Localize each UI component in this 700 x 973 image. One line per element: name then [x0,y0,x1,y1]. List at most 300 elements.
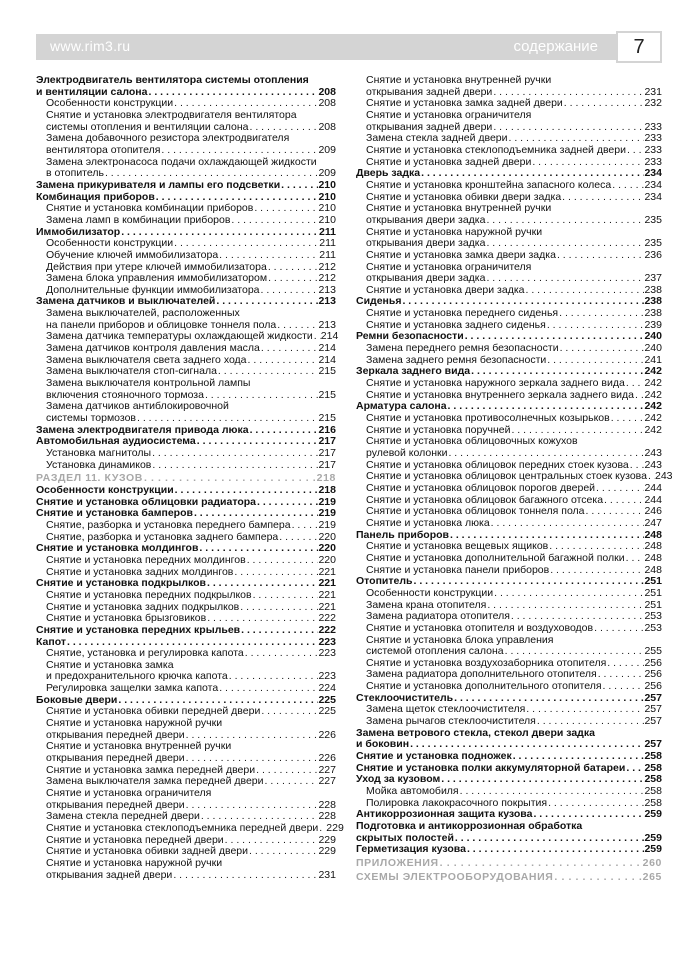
toc-entry-text: Замена добавочного резистора электродвигателя [46,132,290,145]
toc-entry-title: Снятие и установка облицовок центральных стоек кузова [366,470,647,483]
toc-page-number: 233 [644,143,662,156]
toc-entry-title: Уход за кузовом [356,773,441,786]
toc-entry-title: Замена стекла передней двери [46,810,200,823]
toc-page-number: 212 [318,260,336,273]
toc-page-number: 265 [642,870,662,883]
toc-page-number: 222 [318,623,336,636]
toc-page-number: 236 [644,248,662,261]
toc-entry-title: Снятие и установка дополнительного отопителя [366,680,602,693]
dot-leader [556,250,645,262]
toc-chapter-entry [36,75,336,87]
toc-subsection-entry [356,553,662,565]
toc-page-number: 256 [644,656,662,669]
toc-page-number: 227 [318,775,336,788]
toc-subsection-entry [36,378,336,390]
toc-subsection-entry [36,250,336,262]
toc-page-number: 225 [318,705,336,718]
toc-entry-title: Снятие и установка облицовок передних стоек кузова [366,458,629,471]
toc-entry-title: системы отопления и вентиляции салона [46,120,249,133]
toc-entry-title: Снятие и установка замка задней двери [366,97,563,110]
toc-page-number: 248 [644,551,662,564]
toc-entry-title: Комбинация приборов [36,190,155,203]
toc-page-number: 217 [318,458,336,471]
dot-leader [278,532,318,544]
toc-page-number: 225 [318,693,336,706]
toc-entry-title: Снятие и установка панели приборов [366,563,550,576]
toc-entry-title: Снятие и установка передних подкрылков [46,588,252,601]
toc-page-number: 233 [644,120,662,133]
dot-leader [524,285,644,297]
toc-page-number: 220 [318,542,336,555]
toc-page-number: 221 [318,600,336,613]
toc-page-number: 226 [318,752,336,765]
toc-subsection-entry [36,520,336,532]
toc-page-number: 218 [318,483,336,496]
toc-entry-title: Мойка автомобиля [366,785,459,798]
toc-entry-text: Снятие и установка наружной ручки [46,856,223,869]
toc-subsection-entry [356,518,662,530]
dot-leader [610,413,645,425]
toc-entry-title: Снятие и установка двери задка [366,283,525,296]
toc-entry-title: Снятие и установка замка двери задка [366,248,556,261]
toc-entry-title: Особенности конструкции [36,483,174,496]
toc-entry-title: Снятие и установка подножек [356,750,512,763]
site-url: www.rim3.ru [50,38,131,54]
toc-page-number: 213 [318,318,336,331]
dot-leader [233,567,318,579]
toc-entry-title: Замена датчика температуры охлаждающей жидкости [46,330,313,343]
toc-chapter-entry [356,844,662,856]
toc-entry-title: Замена выключателя стоп-сигнала [46,365,217,378]
toc-page-number: 251 [644,586,662,599]
toc-page-number: 259 [644,843,662,856]
dot-leader [249,425,319,437]
toc-entry-title: и вентиляции салона [36,85,148,98]
toc-page-number: 228 [318,810,336,823]
toc-entry-title: Дверь задка [356,167,421,180]
toc-entry-title: Снятие и установка стеклоподъемника задней двери [366,143,626,156]
toc-entry-title: Снятие и установка облицовок багажного отсека [366,493,604,506]
toc-page-number: 242 [644,388,662,401]
toc-entry-title: Снятие и установка передних крыльев [36,623,241,636]
dot-leader [218,683,318,695]
toc-page-number: 238 [644,307,662,320]
dot-leader [625,378,645,390]
toc-subsection-entry [356,448,662,460]
toc-entry-title: Замена щеток стеклоочистителя [366,703,526,716]
toc-page-number: 243 [654,470,673,483]
toc-page-number: 223 [318,670,336,683]
toc-page-number: 257 [644,738,662,751]
toc-page-number: 257 [644,691,662,704]
toc-entry-title: Боковые двери [36,693,118,706]
dot-leader [230,215,318,227]
toc-entry-title: Снятие и установка обивки задней двери [46,845,248,858]
dot-leader [547,798,644,810]
toc-page-number: 221 [318,588,336,601]
toc-entry-title: Снятие и установка обивки двери задка [366,190,562,203]
dot-leader [536,716,645,728]
toc-subsection-entry [36,822,344,835]
toc-page-number: 239 [644,318,662,331]
toc-entry-text: Снятие и установка замка [46,658,174,671]
toc-page-number: 211 [319,225,336,238]
dot-leader [492,122,644,134]
toc-entry-title: Регулировка защелки замка капота [46,682,219,695]
dot-leader [602,681,645,693]
dot-leader [447,448,644,460]
page-number: 7 [616,31,662,63]
toc-entry-title: Автомобильная аудиосистема [36,435,196,448]
toc-page-number: 232 [644,97,662,110]
toc-entry-title: Замена датчиков контроля давления масла [46,342,260,355]
toc-page-number: 226 [318,728,336,741]
toc-entry-title: Антикоррозионная защита кузова [356,808,533,821]
toc-page-number: 258 [644,750,662,763]
toc-entry-title: Снятие и установка задней двери [366,155,532,168]
toc-page-number: 244 [644,481,662,494]
toc-entry-text: Снятие и установка ограничителя [366,108,532,121]
toc-entry-title: Снятие и установка заднего сиденья [366,318,546,331]
toc-page-number: 242 [644,400,662,413]
toc-entry-title: СХЕМЫ ЭЛЕКТРООБОРУДОВАНИЯ [356,870,554,883]
toc-entry-title: Замена стекла задней двери [366,132,508,145]
toc-page-number: 242 [644,412,662,425]
dot-leader [267,262,319,274]
toc-subsection-entry [36,858,336,870]
toc-entry-title: и предохранительного крючка капота [46,670,228,683]
toc-page-number: 251 [644,575,662,588]
toc-entry-title: Герметизация кузова [356,843,466,856]
toc-page-number: 218 [316,472,336,485]
toc-entry-title: Отопитель [356,575,413,588]
dot-leader [318,823,326,835]
toc-subsection-entry [356,180,662,192]
toc-entry-title: Замена радиатора дополнительного отопителя [366,668,597,681]
toc-page-number: 240 [644,342,662,355]
toc-page-number: 256 [644,680,662,693]
dot-leader [147,87,318,99]
toc-page-number: 258 [644,761,662,774]
toc-page-number: 233 [644,155,662,168]
toc-page-number: 240 [644,330,662,343]
dot-leader [595,483,644,495]
dot-leader [136,413,318,425]
dot-leader [563,98,645,110]
toc-entry-title: Снятие и установка обивки передней двери [46,705,261,718]
dot-leader [486,600,644,612]
dot-leader [558,308,644,320]
dot-leader [246,555,319,567]
toc-page-number: 259 [644,808,662,821]
toc-entry-title: системы тормозов [46,412,137,425]
toc-subsection-entry [356,716,662,728]
toc-entry-text: Замена выключателей, расположенных [46,307,240,320]
toc-entry-title: Иммобилизатор [36,225,121,238]
toc-entry-text: Снятие и установка блока управления [366,633,554,646]
dot-leader [267,273,318,285]
toc-subsection-entry [36,343,336,355]
toc-page-number: 237 [644,272,662,285]
toc-entry-text: Снятие и установка наружной ручки [366,225,543,238]
toc-left-column [36,74,344,881]
toc-entry-title: Установка магнитолы [46,447,152,459]
toc-chapter-entry [36,180,336,192]
dot-leader [240,625,318,637]
toc-entry-title: Зеркала заднего вида [356,365,471,378]
dot-leader [561,192,644,204]
dot-leader [490,518,645,530]
toc-entry-title: Замена рычагов стеклоочистителя [366,715,536,728]
toc-entry-title: Замена выключателя замка передней двери [46,775,264,788]
dot-leader [252,590,319,602]
toc-chapter-entry [36,485,336,497]
toc-page-number: 238 [644,283,662,296]
toc-entry-title: Замена крана отопителя [366,598,487,611]
dot-leader [291,520,319,532]
toc-page-number: 259 [644,831,662,844]
toc-page-number: 220 [318,553,336,566]
toc-page-number: 234 [644,190,662,203]
toc-subsection-entry [36,870,336,882]
toc-entry-title: Снятие и установка кронштейна запасного колеса [366,178,612,191]
toc-entry-text: Снятие и установка внутренней ручки [366,202,552,215]
toc-page-number: 210 [318,178,336,191]
toc-page-number: 213 [318,283,336,296]
toc-entry-title: Снятие и установка отопителя и воздуховодов [366,621,594,634]
dot-leader [553,872,642,884]
dot-leader [185,800,319,812]
toc-page-number: 219 [318,507,336,520]
toc-page-number: 215 [318,388,336,401]
toc-entry-title: скрытых полостей [356,831,454,844]
dot-leader [611,180,644,192]
dot-leader [625,763,644,775]
toc-page-number: 251 [644,598,662,611]
toc-entry-text: Снятие и установка электродвигателя вентилятора [46,108,297,121]
toc-page-number: 217 [318,447,336,459]
toc-entry-title: открывания задней двери [46,868,173,881]
toc-entry-title: Замена электродвигателя привода люка [36,423,249,436]
toc-entry-title: Снятие и установка воздухозаборника отопителя [366,656,607,669]
toc-entry-title: Снятие и установка противосолнечных козырьков [366,412,610,425]
toc-page-number: 255 [644,645,662,658]
dot-leader [546,320,645,332]
toc-subsection-entry [356,250,662,262]
toc-chapter-entry [36,625,336,637]
toc-page-number: 221 [318,577,336,590]
toc-entry-title: Снятие и установка задних молдингов [46,565,234,578]
toc-entry-title: Снятие, разборка и установка заднего бампера [46,530,279,543]
dot-leader [531,157,644,169]
toc-entry-title: открывания двери задка [366,213,486,226]
toc-page-number: 258 [644,773,662,786]
toc-entry-title: Снятие и установка полки аккумуляторной батареи [356,761,626,774]
dot-leader [459,786,645,798]
dot-leader [493,588,644,600]
dot-leader [606,658,644,670]
toc-entry-title: Снятие и установка переднего сиденья [366,307,559,320]
toc-entry-title: открывания задней двери [366,120,493,133]
toc-page-number: 243 [644,458,662,471]
toc-entry-text: Снятие и установка внутренней ручки [366,74,552,86]
toc-page-number: 216 [318,423,336,436]
toc-page-number: 242 [644,365,662,378]
toc-entry-title: Замена переднего ремня безопасности [366,342,559,355]
toc-entry-title: Капот [36,635,67,648]
toc-entry-title: Обучение ключей иммобилизатора [46,248,219,261]
toc-subsection-entry [36,145,336,157]
dot-leader [593,623,644,635]
toc-subsection-entry [356,378,662,390]
toc-entry-title: Замена выключателя света заднего хода [46,353,247,366]
dot-leader [260,285,319,297]
toc-page-number: 224 [318,682,336,695]
toc-subsection-entry [36,110,336,122]
dot-leader [454,833,645,845]
toc-entry-title: Снятие, разборка и установка переднего бампера [46,518,291,531]
toc-entry-title: Снятие и установка наружного зеркала заднего вида [366,377,625,390]
dot-leader [185,753,319,765]
dot-leader [559,343,645,355]
toc-entry-title: Замена радиатора отопителя [366,610,510,623]
toc-entry-title: Снятие и установка облицовки радиатора [36,495,256,508]
toc-part-heading [356,858,662,870]
toc-entry-title: Сиденья [356,295,402,308]
toc-entry-text: Снятие и установка ограничителя [46,787,212,800]
toc-entry-title: на панели приборов и облицовке тоннеля пола [46,318,277,331]
toc-entry-text: Замена ветрового стекла, стекол двери задка [356,726,595,739]
dot-leader [239,602,318,614]
dot-leader [255,765,318,777]
toc-page-number: 212 [318,272,336,285]
toc-entry-title: Арматура салона [356,400,447,413]
dot-leader [466,844,645,856]
dot-leader [260,706,318,718]
toc-page-number: 233 [644,132,662,145]
toc-subsection-entry [356,588,662,600]
toc-entry-title: Снятие и установка поручней [366,423,511,436]
dot-leader [525,704,644,716]
toc-entry-text: Снятие и установка ограничителя [366,260,532,273]
toc-page-number: 219 [318,495,336,508]
toc-page-number: 258 [644,796,662,809]
toc-entry-title: Особенности конструкции [46,237,174,250]
toc-entry-title: Снятие и установка облицовок порогов дверей [366,481,596,494]
toc-chapter-entry [356,751,662,763]
toc-page-number: 234 [644,167,662,180]
dot-leader [151,460,318,472]
toc-entry-text: Электродвигатель вентилятора системы отопления [36,74,309,86]
toc-page-number: 243 [644,447,662,459]
toc-entry-title: открывания задней двери [366,85,493,98]
toc-entry-title: Особенности конструкции [366,586,494,599]
toc-page-number: 208 [318,85,336,98]
dot-leader [256,497,318,509]
toc-page-number: 260 [642,856,662,869]
toc-page-number: 257 [644,703,662,716]
toc-entry-title: Замена прикуривателя и лампы его подсветки [36,178,281,191]
dot-leader [634,390,644,402]
dot-leader [597,669,645,681]
toc-page-number: 211 [319,237,336,250]
toc-entry-title: вентилятора отопителя [46,143,161,156]
toc-subsection-entry [356,75,662,87]
toc-page-number: 253 [644,621,662,634]
toc-page-number: 215 [318,365,336,378]
dot-leader [244,648,319,660]
dot-leader [196,436,319,448]
toc-entry-title: Замена ламп в комбинации приборов [46,213,231,226]
dot-leader [260,343,319,355]
toc-entry-title: Снятие и установка брызговиков [46,612,207,625]
toc-page-number: 213 [318,295,336,308]
toc-entry-title: открывания передней двери [46,752,185,765]
toc-page-number: 229 [318,845,336,858]
dot-leader [253,203,318,215]
dot-leader [485,215,644,227]
toc-page-number: 253 [644,610,662,623]
toc-page-number: 257 [644,715,662,728]
dot-leader [626,145,645,157]
toc-entry-title: РАЗДЕЛ 11. КУЗОВ [36,472,143,485]
section-title: содержание [513,38,598,55]
dot-leader [172,870,318,882]
dot-leader [549,565,644,577]
dot-leader [625,553,645,565]
toc-entry-title: и боковин [356,738,410,751]
toc-entry-title: Стеклоочиститель [356,691,454,704]
toc-page-number: 214 [318,353,336,366]
dot-leader [280,180,318,192]
toc-page-number: 227 [318,763,336,776]
toc-entry-title: Снятие и установка внутреннего зеркала заднего вида [366,388,635,401]
toc-page-number: 235 [644,237,662,250]
toc-page-number: 248 [644,540,662,553]
toc-entry-title: в отопитель [46,167,104,180]
toc-entry-title: Снятие и установка облицовок тоннеля пола [366,505,585,518]
dot-leader [512,751,645,763]
toc-page-number: 231 [318,868,336,881]
toc-entry-text: Замена датчиков антиблокировочной [46,400,229,413]
toc-entry-title: Особенности конструкции [46,97,174,110]
toc-chapter-entry [356,821,662,833]
toc-subsection-entry [36,460,336,472]
toc-page-number: 214 [320,330,339,343]
toc-page-number: 209 [318,167,336,180]
toc-entry-text: Снятие и установка внутренней ручки [46,740,232,753]
toc-entry-title: Снятие и установка молдингов [36,542,199,555]
toc-page-number: 229 [318,833,336,846]
toc-entry-text: Замена выключателя контрольной лампы [46,377,251,390]
toc-page-number: 242 [644,423,662,436]
toc-subsection-entry [356,786,662,798]
dot-leader [160,145,318,157]
toc-page-number: 210 [318,202,336,215]
toc-subsection-entry [356,285,662,297]
toc-subsection-entry [36,448,336,460]
toc-subsection-entry [36,215,336,227]
toc-right-column [356,74,673,883]
toc-page-number: 215 [318,412,336,425]
toc-page-number: 248 [644,563,662,576]
toc-subsection-entry [36,590,336,602]
toc-subsection-entry [356,623,662,635]
toc-entry-title: Снятие, установка и регулировка капота [46,647,244,660]
toc-page-number: 219 [318,518,336,531]
toc-page-number: 222 [318,612,336,625]
toc-page-number: 231 [644,85,662,98]
